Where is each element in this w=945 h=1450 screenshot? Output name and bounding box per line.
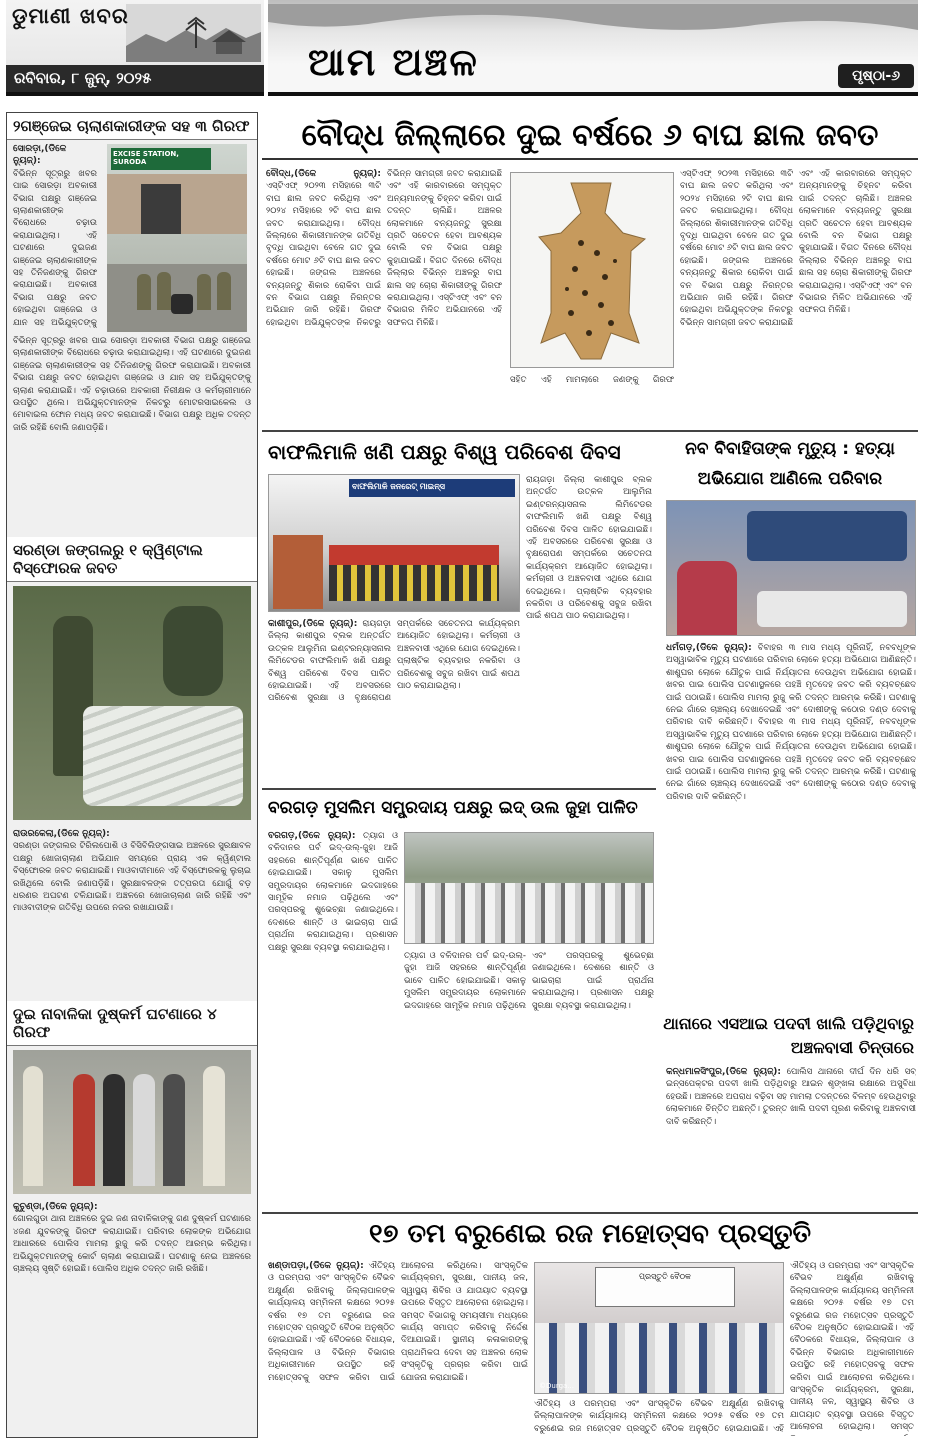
story-body: ତ୍ୟାଗ ଓ ବଳିଦାନର ପର୍ବ ଇଦ୍-ଉଲ୍-ଜୁହା ଆଜି ସହରରେ ଶାନ୍ତିପୂର୍ଣ୍ଣ ଭାବେ ପାଳିତ ହୋଇଯାଇଛି। ସକାଳୁ ମୁସଲିମ ସମ୍ପ୍ରଦାୟର ଲୋକମାନେ ଇଦଗାହରେ ସାମୂହିକ ନମାଜ ପଢ଼ିଥିଲେ ଏବଂ ପରସ୍ପରକୁ ଶୁଭେଚ୍ଛା ଜଣାଇଥିଲେ। ଦେଶରେ ଶାନ୍ତି ଓ ଭାଇଚାରା ପାଇଁ ପ୍ରାର୍ଥନା କରାଯାଇଥିଲା। ପ୍ରଶାସନ ପକ୍ଷରୁ ସୁରକ୍ଷା ବ୍ୟବସ୍ଥା କରାଯାଇଥିଲା। (268, 831, 398, 953)
excise-signboard: EXCISE STATION, SURODA (111, 148, 211, 170)
story-bargarh-eid (262, 790, 656, 1208)
raja-meeting-photo (534, 1262, 784, 1394)
main-area (262, 112, 918, 1438)
bride-family-photo (666, 500, 916, 636)
story-headline: ଦୁଇ ନାବାଳିକା ଦୁଷ୍କର୍ମ ଘଟଣାରେ ୪ ଗିରଫ (7, 1001, 257, 1046)
story-ganja-arrest (7, 113, 257, 542)
screen-title: ପ୍ରସ୍ତୁତି ବୈଠକ (639, 1272, 691, 1281)
page-number-tag: ପୃଷ୍ଠା-୬ (838, 64, 914, 88)
station-door (141, 184, 181, 234)
lead-body-continued: ଏସ୍‌ଟିଏଫ୍ ୨୦୨୩ ମସିହାରେ ୩ଟି ବାଘ ଛାଲ ଜବତ କରିଥିଲା ଏବଂ ୨୦୨୪ ମସିହାରେ ୨ଟି ବାଘ ଛାଲ ଜବତ କରାଯାଇଥିଲା। ବୌଦ୍ଧ ଜିଲ୍ଲାରେ ଶିକାରୀମାନଙ୍କ ଗତିବିଧି ବୃଦ୍ଧି ପାଇଥିବା ବେଳେ ଗତ ଦୁଇ ବର୍ଷରେ ମୋଟ ୬ଟି ବାଘ ଛାଲ ଜବତ ହୋଇଛି। ଜଙ୍ଗଲ ଅଞ୍ଚଳରେ ବନ୍ୟଜନ୍ତୁ ଶିକାର ରୋକିବା ପାଇଁ ବନ ବିଭାଗ ପକ୍ଷରୁ ନିରନ୍ତର ଅଭିଯାନ ଜାରି ରହିଛି। ଗିରଫ ହୋଇଥିବା ଅଭିଯୁକ୍ତଙ୍କ ନିକଟରୁ ବିଭିନ୍ନ ସାମଗ୍ରୀ ଜବତ କରାଯାଇଛି ଏବଂ ଏହି କାରବାରରେ ସମ୍ପୃକ୍ତ ଅନ୍ୟମାନଙ୍କୁ ଚିହ୍ନଟ କରିବା ପାଇଁ ତଦନ୍ତ ଚାଲିଛି। ଅଞ୍ଚଳର ଲୋକମାନେ ବନ୍ୟଜନ୍ତୁ ସୁରକ୍ଷା ପ୍ରତି ସଚେତନ ହେବା ଆବଶ୍ୟକ ବୋଲି ବନ ବିଭାଗ ପକ୍ଷରୁ କୁହାଯାଇଛି। ବିଗତ ଦିନରେ ବୌଦ୍ଧ ଜିଲ୍ଲାର ବିଭିନ୍ନ ଅଞ୍ଚଳରୁ ବାଘ ଛାଲ ସହ ଚୋରା ଶିକାରୀଙ୍କୁ ଗିରଫ କରାଯାଇଥିଲା। ଏସ୍‌ଟିଏଫ୍ ଏବଂ ବନ ବିଭାଗର ମିଳିତ ଅଭିଯାନରେ ଏହି ସଫଳତା ମିଳିଛି। (680, 169, 912, 328)
story-body: ବିବାହର ୩ ମାସ ମଧ୍ୟ ପୂରିନାହିଁ, ନବବଧୂଙ୍କ ଅସ୍ୱାଭାବିକ ମୃତ୍ୟୁ ଘଟଣାରେ ପରିବାର ଲୋକେ ହତ୍ୟା ଅଭିଯୋଗ ଆଣିଛନ୍ତି। ଶାଶୁଘର ଲୋକେ ଯୌତୁକ ପାଇଁ ନିର୍ଯ୍ୟାତନା ଦେଉଥିବା ଅଭିଯୋଗ ହୋଇଛି। ଖବର ପାଇ ପୋଲିସ ଘଟଣାସ୍ଥଳରେ ପହଞ୍ଚି ମୃତଦେହ ଜବତ କରି ବ୍ୟବଚ୍ଛେଦ ପାଇଁ ପଠାଇଛି। ପୋଲିସ ମାମଲା ରୁଜୁ କରି ତଦନ୍ତ ଆରମ୍ଭ କରିଛି। ଘଟଣାକୁ ନେଇ ଗାଁରେ ଚାଞ୍ଚଲ୍ୟ ଦେଖାଦେଇଛି ଏବଂ ଦୋଷୀଙ୍କୁ କଠୋର ଦଣ୍ଡ ଦେବାକୁ ପରିବାର ଦାବି କରିଛନ୍ତି। (666, 643, 916, 728)
dateline: ବରଗଡ଼,(ଡିକେ ନ୍ୟୁଜ୍): (268, 831, 356, 841)
story-headline: ବରଗଡ଼ ମୁସଲିମ ସମ୍ପ୍ରଦାୟ ପକ୍ଷରୁ ଇଦ୍ ଉଲ ଜୁହା ପାଳିତ (268, 798, 638, 818)
story-body-continued: ରାୟଗଡ଼ା ଜିଲ୍ଲା କାଶୀପୁର ବ୍ଲକ ଅନ୍ତର୍ଗତ ଉତ୍କଳ ଆଲୁମିନା ଇଣ୍ଟରନ୍ୟାସନାଲ ଲିମିଟେଡର ବାଫଲିମାଳି ଖଣି ପକ୍ଷରୁ ବିଶ୍ୱ ପରିବେଶ ଦିବସ ପାଳିତ ହୋଇଯାଇଛି। ଏହି ଅବସରରେ ପରିବେଶ ସୁରକ୍ଷା ଓ ବୃକ୍ଷରୋପଣ ସମ୍ପର୍କରେ ସଚେତନତା କାର୍ଯ୍ୟକ୍ରମ ଆୟୋଜିତ ହୋଇଥିଲା। କର୍ମଚାରୀ ଓ ଅଞ୍ଚଳବାସୀ ଏଥିରେ ଯୋଗ ଦେଇଥିଲେ। ପ୍ଲାଷ୍ଟିକ ବ୍ୟବହାର ନକରିବା ଓ ପରିବେଶକୁ ସବୁଜ ରଖିବା ପାଇଁ ଶପଥ ପାଠ କରାଯାଇଥିଲା। (526, 475, 652, 622)
tiger-skin-photo (510, 172, 674, 368)
dateline: ଖଣ୍ଡାପଡ଼ା,(ଡିକେ ନ୍ୟୁଜ୍): (268, 1261, 364, 1271)
masthead-banner-art (268, 0, 918, 40)
story-si-vacancy (662, 1012, 918, 1208)
story-body: ପୋଲିସ ଥାନାରେ ଦୀର୍ଘ ଦିନ ଧରି ସବ୍ ଇନ୍ସପେକ୍ଟର ପଦବୀ ଖାଲି ପଡ଼ିଥିବାରୁ ଆଇନ ଶୃଙ୍ଖଳା ରକ୍ଷାରେ ଅସୁବିଧା ହେଉଛି। ଅଞ୍ଚଳରେ ଅପରାଧ ବଢ଼ିବା ସହ ମାମଲା ତଦନ୍ତରେ ବିଳମ୍ବ ହେଉଥିବାରୁ ଲୋକମାନେ ଚିନ୍ତିତ ଅଛନ୍ତି। ତୁରନ୍ତ ଖାଲି ପଦବୀ ପୂରଣ କରିବାକୁ ଅଞ୍ଚଳବାସୀ ଦାବି କରିଛନ୍ତି। (666, 1067, 916, 1127)
story-body: ରାୟଗଡ଼ା ଜିଲ୍ଲା କାଶୀପୁର ବ୍ଲକ ଅନ୍ତର୍ଗତ ଉତ୍କଳ ଆଲୁମିନା ଇଣ୍ଟରନ୍ୟାସନାଲ ଲିମିଟେଡର ବାଫଲିମାଳି ଖଣି ପକ୍ଷରୁ ବିଶ୍ୱ ପରିବେଶ ଦିବସ ପାଳିତ ହୋଇଯାଇଛି। ଏହି ଅବସରରେ ପରିବେଶ ସୁରକ୍ଷା ଓ ବୃକ୍ଷରୋପଣ ସମ୍ପର୍କରେ ସଚେତନତା କାର୍ଯ୍ୟକ୍ରମ ଆୟୋଜିତ ହୋଇଥିଲା। କର୍ମଚାରୀ ଓ ଅଞ୍ଚଳବାସୀ ଏଥିରେ ଯୋଗ ଦେଇଥିଲେ। ପ୍ଲାଷ୍ଟିକ ବ୍ୟବହାର ନକରିବା ଓ ପରିବେଶକୁ ସବୁଜ ରଖିବା ପାଇଁ ଶପଥ ପାଠ କରାଯାଇଥିଲା। (268, 619, 520, 704)
dateline: ସୋରଡ଼ା,(ଡିକେ ନ୍ୟୁଜ୍): (13, 144, 67, 167)
story-headline: ୧୭ ତମ ବରୁଣେଇ ରଜ ମହୋତ୍ସବ ପ୍ରସ୍ତୁତି (368, 1219, 812, 1249)
section-title: ଆମ ଅଞ୍ଚଳ (308, 40, 479, 84)
lead-body: ଏସ୍‌ଟିଏଫ୍ ୨୦୨୩ ମସିହାରେ ୩ଟି ବାଘ ଛାଲ ଜବତ କରିଥିଲା ଏବଂ ୨୦୨୪ ମସିହାରେ ୨ଟି ବାଘ ଛାଲ ଜବତ କରାଯାଇଥିଲା। ବୌଦ୍ଧ ଜିଲ୍ଲାରେ ଶିକାରୀମାନଙ୍କ ଗତିବିଧି ବୃଦ୍ଧି ପାଇଥିବା ବେଳେ ଗତ ଦୁଇ ବର୍ଷରେ ମୋଟ ୬ଟି ବାଘ ଛାଲ ଜବତ ହୋଇଛି। ଜଙ୍ଗଲ ଅଞ୍ଚଳରେ ବନ୍ୟଜନ୍ତୁ ଶିକାର ରୋକିବା ପାଇଁ ବନ ବିଭାଗ ପକ୍ଷରୁ ନିରନ୍ତର ଅଭିଯାନ ଜାରି ରହିଛି। ଗିରଫ ହୋଇଥିବା ଅଭିଯୁକ୍ତଙ୍କ ନିକଟରୁ ବିଭିନ୍ନ ସାମଗ୍ରୀ ଜବତ କରାଯାଇଛି ଏବଂ ଏହି କାରବାରରେ ସମ୍ପୃକ୍ତ ଅନ୍ୟମାନଙ୍କୁ ଚିହ୍ନଟ କରିବା ପାଇଁ ତଦନ୍ତ ଚାଲିଛି। ଅଞ୍ଚଳର ଲୋକମାନେ ବନ୍ୟଜନ୍ତୁ ସୁରକ୍ଷା ପ୍ରତି ସଚେତନ ହେବା ଆବଶ୍ୟକ ବୋଲି ବନ ବିଭାଗ ପକ୍ଷରୁ କୁହାଯାଇଛି। ବିଗତ ଦିନରେ ବୌଦ୍ଧ ଜିଲ୍ଲାର ବିଭିନ୍ନ ଅଞ୍ଚଳରୁ ବାଘ ଛାଲ ସହ ଚୋରା ଶିକାରୀଙ୍କୁ ଗିରଫ କରାଯାଇଥିଲା। ଏସ୍‌ଟିଏଫ୍ ଏବଂ ବନ ବିଭାଗର ମିଳିତ ଅଭିଯାନରେ ଏହି ସଫଳତା ମିଳିଛି। (266, 169, 502, 328)
dateline: କନ୍ଧମାଳସିଂପୁର,(ଡିକେ ନ୍ୟୁଜ୍): (666, 1067, 782, 1077)
left-column (6, 112, 258, 1438)
accused-police-photo (13, 1050, 251, 1194)
masthead (6, 0, 918, 96)
lead-photo-caption: ସହିତ ଏହି ମାମଲାରେ ଜଣଙ୍କୁ ଗିରଫ (510, 375, 674, 385)
story-body: ସରଣ୍ଡା ଜଙ୍ଗଲର ଟିରିଲପୋଶି ଓ ବିସିବିଲିଙ୍ଗସାଇ ଅଞ୍ଚଳରେ ସୁରକ୍ଷାବଳ ପକ୍ଷରୁ ଖୋଜାଚାଲାଣ ଅଭିଯାନ ସମୟରେ ପ୍ରାୟ ଏକ କ୍ୱିଣ୍ଟାଲ ବିସ୍ଫୋରକ ଜବତ କରାଯାଇଛି। ମାଓବାଦୀମାନେ ଏହି ବିସ୍ଫୋରକକୁ ଲୁଚାଇ ରଖିଥିଲେ ବୋଲି ଜଣାପଡ଼ିଛି। ସୁରକ୍ଷାବଳଙ୍କ ତତ୍ପରତା ଯୋଗୁଁ ବଡ଼ ଧରଣର ଅଘଟଣ ଟଳିଯାଇଛି। ଅଞ୍ଚଳରେ ଖୋଜାଚାଲାଣ ଜାରି ରହିଛି ଏବଂ ମାଓବାଦୀଙ୍କ ଗତିବିଧି ଉପରେ ନଜର ରଖାଯାଉଛି। (13, 841, 251, 914)
explosives-seizure-photo (13, 586, 251, 820)
dateline: ବୌଦ୍ଧ,(ଡିକେ ନ୍ୟୁଜ୍): (266, 169, 381, 179)
story-body-excerpt: ବିଭିନ୍ନ ସୂତ୍ରରୁ ଖବର ପାଇ ସୋରଡ଼ା ଅବକାରୀ ବିଭାଗ ପକ୍ଷରୁ ଗଞ୍ଜେଇ ଚାଲାଣକାରୀଙ୍କ ବିରୋଧରେ ଚଢ଼ାଉ କରାଯାଇଥିଲା। ଏହି ଘଟଣାରେ ଦୁଇଜଣ ଗଞ୍ଜେଇ ଚାଲାଣକାରୀଙ୍କ ସହ ତିନିଜଣଙ୍କୁ ଗିରଫ କରାଯାଇଛି। ଅବକାରୀ ବିଭାଗ ପକ୍ଷରୁ ଜବତ ହୋଇଥିବା ଗଞ୍ଜେଇ ଓ ଯାନ ସହ ଅଭିଯୁକ୍ତଙ୍କୁ (13, 168, 97, 328)
story-body-right: ଐତିହ୍ୟ ଓ ପରମ୍ପରା ଏବଂ ସାଂସ୍କୃତିକ ବୈଭବ ଅକ୍ଷୁର୍ଣ୍ଣ ରଖିବାକୁ ଜିଲ୍ଲାପାଳଙ୍କ କାର୍ଯ୍ୟାଳୟ ସମ୍ମିଳନୀ କକ୍ଷରେ ୨୦୨୫ ବର୍ଷର ୧୭ ତମ ବରୁଣେଇ ରଜ ମହୋତ୍ସବ ପ୍ରସ୍ତୁତି ବୈଠକ ଅନୁଷ୍ଠିତ ହୋଇଯାଇଛି। ଏହି ବୈଠକରେ ବିଧାୟକ, ଜିଲ୍ଲାପାଳ ଓ ବିଭିନ୍ନ ବିଭାଗର ଅଧିକାରୀମାନେ ଉପସ୍ଥିତ ରହି ମହୋତ୍ସବକୁ ସଫଳ କରିବା ପାଇଁ ଆଲୋଚନା କରିଥିଲେ। ସାଂସ୍କୃତିକ କାର୍ଯ୍ୟକ୍ରମ, ସୁରକ୍ଷା, ପାନୀୟ ଜଳ, ସ୍ୱାସ୍ଥ୍ୟ ଶିବିର ଓ ଯାତାୟାତ ବ୍ୟବସ୍ଥା ଉପରେ ବିସ୍ତୃତ ଆଲୋଚନା ହୋଇଥିଲା। ସମସ୍ତ (790, 1261, 914, 1433)
story-headline: ନବ ବିବାହିତାଙ୍କ ମୃତ୍ୟୁ : ହତ୍ୟା ଅଭିଯୋଗ ଆଣିଲେ ପରିବାର (685, 439, 895, 489)
story-raja-festival (262, 1214, 918, 1438)
section-divider (262, 430, 918, 432)
story-headline: ଥାନାରେ ଏସଆଇ ପଦବୀ ଖାଲି ପଡ଼ିଥିବାରୁ ଅଞ୍ଚଳବାସୀ ଚିନ୍ତାରେ (663, 1014, 914, 1057)
story-body-continued: ତ୍ୟାଗ ଓ ବଳିଦାନର ପର୍ବ ଇଦ୍-ଉଲ୍-ଜୁହା ଆଜି ସହରରେ ଶାନ୍ତିପୂର୍ଣ୍ଣ ଭାବେ ପାଳିତ ହୋଇଯାଇଛି। ସକାଳୁ ମୁସଲିମ ସମ୍ପ୍ରଦାୟର ଲୋକମାନେ ଇଦଗାହରେ ସାମୂହିକ ନମାଜ ପଢ଼ିଥିଲେ ଏବଂ ପରସ୍ପରକୁ ଶୁଭେଚ୍ଛା ଜଣାଇଥିଲେ। ଦେଶରେ ଶାନ୍ତି ଓ ଭାଇଚାରା ପାଇଁ ପ୍ରାର୍ଥନା କରାଯାଇଥିଲା। ପ୍ରଶାସନ ପକ୍ଷରୁ ସୁରକ୍ଷା ବ୍ୟବସ୍ଥା କରାଯାଇଥିଲା। (404, 951, 654, 1011)
story-minor-assault-arrest (7, 1001, 257, 1450)
masthead-right (268, 0, 918, 96)
dateline: କୁଚୁଣ୍ଡା,(ଡିକେ ନ୍ୟୁଜ୍): (13, 1202, 98, 1212)
story-headline: ସରଣ୍ଡା ଜଙ୍ଗଲରୁ ୧ କ୍ୱିଣ୍ଟାଲ ବିସ୍ଫୋରକ ଜବତ (7, 537, 257, 582)
seized-motorcycle (171, 294, 193, 314)
story-headline: ବାଫଲିମାଳି ଖଣି ପକ୍ଷରୁ ବିଶ୍ୱ ପରିବେଶ ଦିବସ (268, 440, 621, 464)
story-body-continued: ବିବାହର ୩ ମାସ ମଧ୍ୟ ପୂରିନାହିଁ, ନବବଧୂଙ୍କ ଅସ୍ୱାଭାବିକ ମୃତ୍ୟୁ ଘଟଣାରେ ପରିବାର ଲୋକେ ହତ୍ୟା ଅଭିଯୋଗ ଆଣିଛନ୍ତି। ଶାଶୁଘର ଲୋକେ ଯୌତୁକ ପାଇଁ ନିର୍ଯ୍ୟାତନା ଦେଉଥିବା ଅଭିଯୋଗ ହୋଇଛି। ଖବର ପାଇ ପୋଲିସ ଘଟଣାସ୍ଥଳରେ ପହଞ୍ଚି ମୃତଦେହ ଜବତ କରି ବ୍ୟବଚ୍ଛେଦ ପାଇଁ ପଠାଇଛି। ପୋଲିସ ମାମଲା ରୁଜୁ କରି ତଦନ୍ତ ଆରମ୍ଭ କରିଛି। ଘଟଣାକୁ ନେଇ ଗାଁରେ ଚାଞ୍ଚଲ୍ୟ ଦେଖାଦେଇଛି ଏବଂ ଦୋଷୀଙ୍କୁ କଠୋର ଦଣ୍ଡ ଦେବାକୁ ପରିବାର ଦାବି କରିଛନ୍ତି। (666, 717, 916, 802)
dateline: ରାଉରକେଲା,(ଡିକେ ନ୍ୟୁଜ୍): (13, 829, 110, 839)
story-body-continued: ଐତିହ୍ୟ ଓ ପରମ୍ପରା ଏବଂ ସାଂସ୍କୃତିକ ବୈଭବ ଅକ୍ଷୁର୍ଣ୍ଣ ରଖିବାକୁ ଜିଲ୍ଲାପାଳଙ୍କ କାର୍ଯ୍ୟାଳୟ ସମ୍ମିଳନୀ କକ୍ଷରେ ୨୦୨୫ ବର୍ଷର ୧୭ ତମ ବରୁଣେଇ ରଜ ମହୋତ୍ସବ ପ୍ରସ୍ତୁତି ବୈଠକ ଅନୁଷ୍ଠିତ ହୋଇଯାଇଛି। ଏହି (534, 1399, 784, 1434)
lead-headline: ବୌଦ୍ଧ ଜିଲ୍ଲାରେ ଦୁଇ ବର୍ଷରେ ୬ ବାଘ ଛାଲ ଜବତ (262, 114, 918, 160)
story-bride-death (662, 434, 918, 1014)
story-body: ବିଭିନ୍ନ ସୂତ୍ରରୁ ଖବର ପାଇ ସୋରଡ଼ା ଅବକାରୀ ବିଭାଗ ପକ୍ଷରୁ ଗଞ୍ଜେଇ ଚାଲାଣକାରୀଙ୍କ ବିରୋଧରେ ଚଢ଼ାଉ କରାଯାଇଥିଲା। ଏହି ଘଟଣାରେ ଦୁଇଜଣ ଗଞ୍ଜେଇ ଚାଲାଣକାରୀଙ୍କ ସହ ତିନିଜଣଙ୍କୁ ଗିରଫ କରାଯାଇଛି। ଅବକାରୀ ବିଭାଗ ପକ୍ଷରୁ ଜବତ ହୋଇଥିବା ଗଞ୍ଜେଇ ଓ ଯାନ ସହ ଅଭିଯୁକ୍ତଙ୍କୁ ଚାଲାଣ କରାଯାଇଛି। ଏହି ଚଢ଼ାଉରେ ଅବକାରୀ ନିରୀକ୍ଷକ ଓ କର୍ମଚାରୀମାନେ ଉପସ୍ଥିତ ଥିଲେ। ଅଭିଯୁକ୍ତମାନଙ୍କ ନିକଟରୁ ମୋଟରସାଇକେଲ ଓ ମୋବାଇଲ ଫୋନ ମଧ୍ୟ ଜବତ କରାଯାଇଛି। ବିଭାଗ ପକ୍ଷରୁ ଅଧିକ ତଦନ୍ତ ଜାରି ରହିଛି ବୋଲି ଜଣାପଡ଼ିଛି। (13, 336, 251, 433)
eid-prayer-photo (404, 832, 654, 944)
dateline: କାଶୀପୁର,(ଡିକେ ନ୍ୟୁଜ୍): (268, 619, 358, 629)
story-body: ଗୋଲଗୁଡା ଥାନା ଅଞ୍ଚଳରେ ଦୁଇ ଜଣ ନାବାଳିକାଙ୍କୁ ଗଣ ଦୁଷ୍କର୍ମ ଘଟଣାରେ ୪ଜଣ ଯୁବକଙ୍କୁ ଗିରଫ କରାଯାଇଛି। ପରିବାର ଲୋକଙ୍କ ଅଭିଯୋଗ ଆଧାରରେ ପୋଲିସ ମାମଲା ରୁଜୁ କରି ତଦନ୍ତ ଆରମ୍ଭ କରିଥିଲା। ଅଭିଯୁକ୍ତମାନଙ୍କୁ କୋର୍ଟ ଚାଲାଣ କରାଯାଇଛି। ଘଟଣାକୁ ନେଇ ଅଞ୍ଚଳରେ ଚାଞ୍ଚଲ୍ୟ ସୃଷ୍ଟି ହୋଇଛି। ପୋଲିସ ଅଧିକ ତଦନ୍ତ ଜାରି ରଖିଛି। (13, 1214, 251, 1275)
excise-station-photo (107, 144, 247, 332)
meeting-screen (595, 1267, 735, 1307)
masthead-left (6, 0, 264, 96)
photo-credit: ©Durga... (539, 1382, 574, 1390)
issue-date: ରବିବାର, ୮ ଜୁନ୍, ୨୦୨୫ (6, 65, 264, 92)
dateline: ଧର୍ମଗଡ଼,(ଡିକେ ନ୍ୟୁଜ୍): (666, 643, 752, 653)
brand-name: ଡୁମାଣୀ ଖବର (12, 4, 129, 28)
story-saranda-explosives (7, 537, 257, 1041)
explosive-tubes (83, 706, 243, 806)
environment-day-photo (268, 474, 520, 612)
story-headline: ୨ଗଞ୍ଜେଇ ଚାଲାଣକାରୀଙ୍କ ସହ ୩ ଗିରଫ (7, 113, 257, 140)
jungle-foliage (163, 606, 223, 696)
event-banner: ବାଫଲିମାଳି ଜନରେଟ୍ ମାଇନ୍ସ (349, 479, 515, 497)
story-body: ଐତିହ୍ୟ ଓ ପରମ୍ପରା ଏବଂ ସାଂସ୍କୃତିକ ବୈଭବ ଅକ୍ଷୁର୍ଣ୍ଣ ରଖିବାକୁ ଜିଲ୍ଲାପାଳଙ୍କ କାର୍ଯ୍ୟାଳୟ ସମ୍ମିଳନୀ କକ୍ଷରେ ୨୦୨୫ ବର୍ଷର ୧୭ ତମ ବରୁଣେଇ ରଜ ମହୋତ୍ସବ ପ୍ରସ୍ତୁତି ବୈଠକ ଅନୁଷ୍ଠିତ ହୋଇଯାଇଛି। ଏହି ବୈଠକରେ ବିଧାୟକ, ଜିଲ୍ଲାପାଳ ଓ ବିଭିନ୍ନ ବିଭାଗର ଅଧିକାରୀମାନେ ଉପସ୍ଥିତ ରହି ମହୋତ୍ସବକୁ ସଫଳ କରିବା ପାଇଁ ଆଲୋଚନା କରିଥିଲେ। ସାଂସ୍କୃତିକ କାର୍ଯ୍ୟକ୍ରମ, ସୁରକ୍ଷା, ପାନୀୟ ଜଳ, ସ୍ୱାସ୍ଥ୍ୟ ଶିବିର ଓ ଯାତାୟାତ ବ୍ୟବସ୍ଥା ଉପରେ ବିସ୍ତୃତ ଆଲୋଚନା ହୋଇଥିଲା। ସମସ୍ତ ବିଭାଗକୁ ସମୟସୀମା ମଧ୍ୟରେ କାର୍ଯ୍ୟ ସମାପ୍ତ କରିବାକୁ ନିର୍ଦ୍ଦେଶ ଦିଆଯାଇଛି। ସ୍ଥାନୀୟ କଳାକାରଙ୍କୁ ପ୍ରାଥମିକତା ଦେବା ସହ ଅଞ୍ଚଳର ଲୋକ ସଂସ୍କୃତିକୁ ପ୍ରଚାର କରିବା ପାଇଁ ଯୋଜନା କରାଯାଇଛି। (268, 1261, 528, 1383)
masthead-illustration (126, 4, 261, 62)
story-bafla-environment (262, 434, 656, 796)
